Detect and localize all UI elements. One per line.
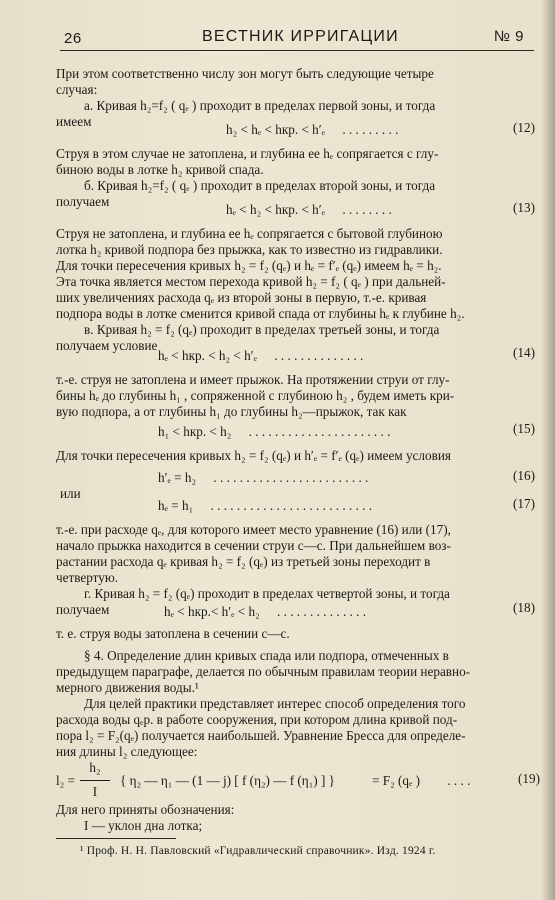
header-rule <box>60 50 534 51</box>
text-line: а. Кривая h₂=f₂ ( qₑ ) проходит в пределах первой зоны, и тогда <box>84 98 436 113</box>
text-line: в. Кривая h₂ = f₂ (qₑ) проходит в пределах третьей зоны, и тогда <box>84 322 440 337</box>
text-line: случая: <box>56 82 98 97</box>
equation-dots: . . . . . . . . . . . . . . <box>274 348 364 363</box>
text-line: четвертую. <box>56 570 119 585</box>
text-line: Струя в этом случае не затоплена, и глубина ее hₑ сопрягается с глу- <box>56 146 439 161</box>
fraction-bar <box>80 780 110 781</box>
issue-number: № 9 <box>493 28 524 45</box>
equation-number: (19) <box>518 771 540 786</box>
text-line: лотка h₂ кривой подпора без прыжка, как то известно из гидравлики. <box>56 242 443 257</box>
text-line: предыдущем параграфе, делается по обычным правилам теории неравно- <box>56 664 471 679</box>
equation-number: (17) <box>513 496 535 511</box>
formula-body: { η₂ — η₁ — (1 — j) [ f (η₂) — f (η₁) ] } <box>120 773 336 788</box>
equation-number: (12) <box>513 120 535 135</box>
equation-number: (14) <box>513 345 535 360</box>
text-line: растании расхода qₑ кривая h₂ = f₂ (qₑ) из третьей зоны переходит в <box>56 554 431 569</box>
formula-rhs-expr: = F₂ (qₑ ) <box>372 773 421 788</box>
equation-dots: . . . . . . . . . . . . . . . . . . . . . . . . . <box>210 498 373 513</box>
equation-19 <box>56 758 546 808</box>
text-line: получаем <box>56 602 110 617</box>
text-line: б. Кривая h₂=f₂ ( qₑ ) проходит в пределах второй зоны, и тогда <box>84 178 436 193</box>
text-line: Для него приняты обозначения: <box>56 802 235 817</box>
text-line: начало прыжка находится в сечении струи c—c. При дальнейшем воз- <box>56 538 451 553</box>
text-line: имеем <box>56 114 92 129</box>
text-line: т.-е. при расходе qₑ, для которого имеет место уравнение (16) или (17), <box>56 522 451 537</box>
journal-title: ВЕСТНИК ИРРИГАЦИИ <box>202 28 399 45</box>
equation-expr: hₑ = h₁ <box>158 498 194 513</box>
page-header <box>60 26 530 48</box>
equation-expr: h₂ < hₑ < hкр. < h′ₑ <box>226 122 326 137</box>
equation-14 <box>158 348 363 364</box>
text-line: т.-е. струя не затоплена и имеет прыжок. На протяжении струи от глу- <box>56 372 450 387</box>
text-line: бины hₑ до глубины h₁ , сопряженной с глубиною h₂ , будем иметь кри- <box>56 388 455 403</box>
equation-expr: h₁ < hкр. < h₂ <box>158 424 232 439</box>
equation-expr: h′ₑ = h₂ <box>158 470 197 485</box>
text-line: расхода воды qₑр. в работе сооружения, при котором длина кривой под- <box>56 712 458 727</box>
text-line: ния длины l₂ следующее: <box>56 744 198 759</box>
text-line: Для целей практики представляет интерес способ определения того <box>84 696 466 711</box>
formula-lhs: l₂ = <box>56 773 75 788</box>
formula-dots: . . . . <box>447 773 471 788</box>
footnote: ¹ Проф. Н. Н. Павловский «Гидравлический справочник». Изд. 1924 г. <box>80 845 436 857</box>
equation-16 <box>158 470 368 486</box>
equation-18 <box>164 604 366 620</box>
equation-number: (16) <box>513 468 535 483</box>
formula-rhs <box>372 773 470 789</box>
equation-dots: . . . . . . . . . . . . . . . . . . . . . . <box>248 424 391 439</box>
equation-number: (13) <box>513 200 535 215</box>
text-line: вую подпора, а от глубины h₁ до глубины h₂—прыжок, так как <box>56 404 407 419</box>
equation-17 <box>158 498 372 514</box>
fraction-numerator: h₂ <box>89 760 101 775</box>
equation-number: (18) <box>513 600 535 615</box>
text-line: пора l₂ = F₂(qₑ) получается наибольшей. Уравнение Бресса для определе- <box>56 728 466 743</box>
equation-expr: hₑ < hкр. < h₂ < h′ₑ <box>158 348 258 363</box>
equation-number: (15) <box>513 421 535 436</box>
text-line: Для точки пересечения кривых h₂ = f₂ (qₑ) и h′ₑ = f′ₑ (qₑ) имеем условия <box>56 448 451 463</box>
text-line: При этом соответственно числу зон могут быть следующие четыре <box>56 66 434 81</box>
text-line: ших увеличениях расхода qₑ из второй зоны в первую, т.-е. кривая <box>56 290 427 305</box>
equation-15 <box>158 424 390 440</box>
equation-expr: hₑ < h₂ < hкр. < h′ₑ <box>226 202 326 217</box>
text-line: Эта точка является местом перехода кривой h₂ = f₂ ( qₑ ) при дальней- <box>56 274 446 289</box>
equation-13 <box>226 202 392 218</box>
text-line: мерного движения воды.¹ <box>56 680 199 695</box>
equation-dots: . . . . . . . . <box>342 202 392 217</box>
fraction-denominator: I <box>92 784 98 799</box>
footnote-rule <box>56 838 176 839</box>
text-line: т. е. струя воды затоплена в сечении c—c. <box>56 626 290 641</box>
equation-dots: . . . . . . . . . . . . . . <box>277 604 367 619</box>
page-number: 26 <box>64 30 82 47</box>
text-line: г. Кривая h₂ = f₂ (qₑ) проходит в пределах четвертой зоны, и тогда <box>84 586 450 601</box>
text-line: подпора воды в лотке сменится кривой спада от глубины hₑ к глубине h₂. <box>56 306 465 321</box>
text-line: получаем <box>56 194 110 209</box>
text-line: биною воды в лотке h₂ кривой спада. <box>56 162 264 177</box>
section-heading-line: § 4. Определение длин кривых спада или подпора, отмеченных в <box>84 648 449 663</box>
equation-dots: . . . . . . . . . <box>342 122 399 137</box>
text-line: I — уклон дна лотка; <box>84 818 203 833</box>
text-line: Струя не затоплена, и глубина ее hₑ сопрягается с бытовой глубиною <box>56 226 443 241</box>
text-line: получаем условие <box>56 338 158 353</box>
equation-dots: . . . . . . . . . . . . . . . . . . . . . . . . <box>213 470 369 485</box>
text-line: или <box>60 486 81 501</box>
text-line: Для точки пересечения кривых h₂ = f₂ (qₑ) и hₑ = f′ₑ (qₑ) имеем hₑ = h₂. <box>56 258 442 273</box>
equation-expr: hₑ < hкр.< h′ₑ < h₂ <box>164 604 260 619</box>
equation-12 <box>226 122 398 138</box>
